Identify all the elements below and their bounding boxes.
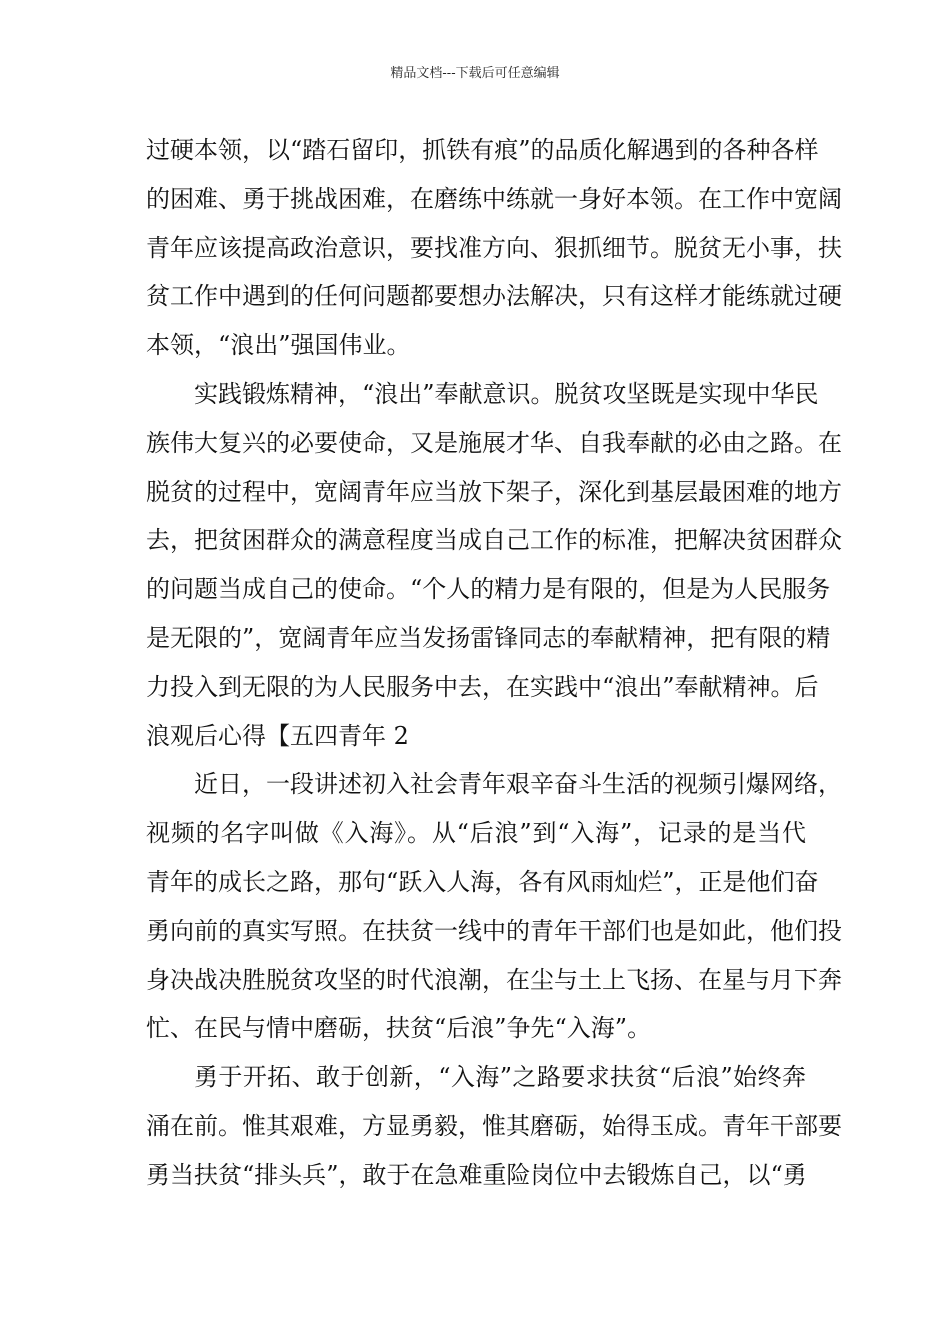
paragraph xyxy=(146,126,842,370)
text-line: 实践锻炼精神，“浪出”奉献意识。脱贫攻坚既是实现中华民 xyxy=(194,379,819,408)
page-header: 精品文档---下载后可任意编辑 xyxy=(390,66,560,81)
text-line: 族伟大复兴的必要使命，又是施展才华、自我奉献的必由之路。在 xyxy=(146,428,842,457)
text-line: 浪观后心得【五四青年 2 xyxy=(146,721,409,750)
text-line: 身决战决胜脱贫攻坚的时代浪潮，在尘与土上飞扬、在星与月下奔 xyxy=(146,965,842,994)
text-line: 贫工作中遇到的任何问题都要想办法解决，只有这样才能练就过硬 xyxy=(146,282,842,311)
paragraph xyxy=(146,760,842,1053)
text-line: 去，把贫困群众的满意程度当成自己工作的标准，把解决贫困群众 xyxy=(146,526,842,555)
text-line: 过硬本领，以“踏石留印，抓铁有痕”的品质化解遇到的各种各样 xyxy=(146,136,819,164)
text-line: 勇于开拓、敢于创新，“入海”之路要求扶贫“后浪”始终奔 xyxy=(194,1063,806,1092)
text-line: 的问题当成自己的使命。“个人的精力是有限的，但是为人民服务 xyxy=(146,575,831,604)
text-line: 是无限的”，宽阔青年应当发扬雷锋同志的奉献精神，把有限的精 xyxy=(146,623,831,652)
text-line: 的困难、勇于挑战困难，在磨练中练就一身好本领。在工作中宽阔 xyxy=(146,184,842,213)
text-line: 脱贫的过程中，宽阔青年应当放下架子，深化到基层最困难的地方 xyxy=(146,477,842,506)
paragraph xyxy=(146,370,842,760)
document-body xyxy=(146,126,842,1200)
text-line: 力投入到无限的为人民服务中去，在实践中“浪出”奉献精神。后 xyxy=(146,672,819,701)
text-line: 勇当扶贫“排头兵”，敢于在急难重险岗位中去锻炼自己，以“勇 xyxy=(146,1160,807,1189)
text-line: 勇向前的真实写照。在扶贫一线中的青年干部们也是如此，他们投 xyxy=(146,916,842,945)
text-line: 青年应该提高政治意识，要找准方向、狠抓细节。脱贫无小事，扶 xyxy=(146,233,842,262)
text-line: 视频的名字叫做《入海》。从“后浪”到“入海”，记录的是当代 xyxy=(146,819,806,848)
text-line: 近日，一段讲述初入社会青年艰辛奋斗生活的视频引爆网络， xyxy=(194,770,842,799)
text-line: 本领，“浪出”强国伟业。 xyxy=(146,331,411,360)
text-line: 涌在前。惟其艰难，方显勇毅，惟其磨砺，始得玉成。青年干部要 xyxy=(146,1111,842,1140)
text-line: 青年的成长之路，那句“跃入人海，各有风雨灿烂”，正是他们奋 xyxy=(146,867,819,896)
paragraph xyxy=(146,1053,842,1199)
text-line: 忙、在民与情中磨砺，扶贫“后浪”争先“入海”。 xyxy=(146,1014,652,1043)
